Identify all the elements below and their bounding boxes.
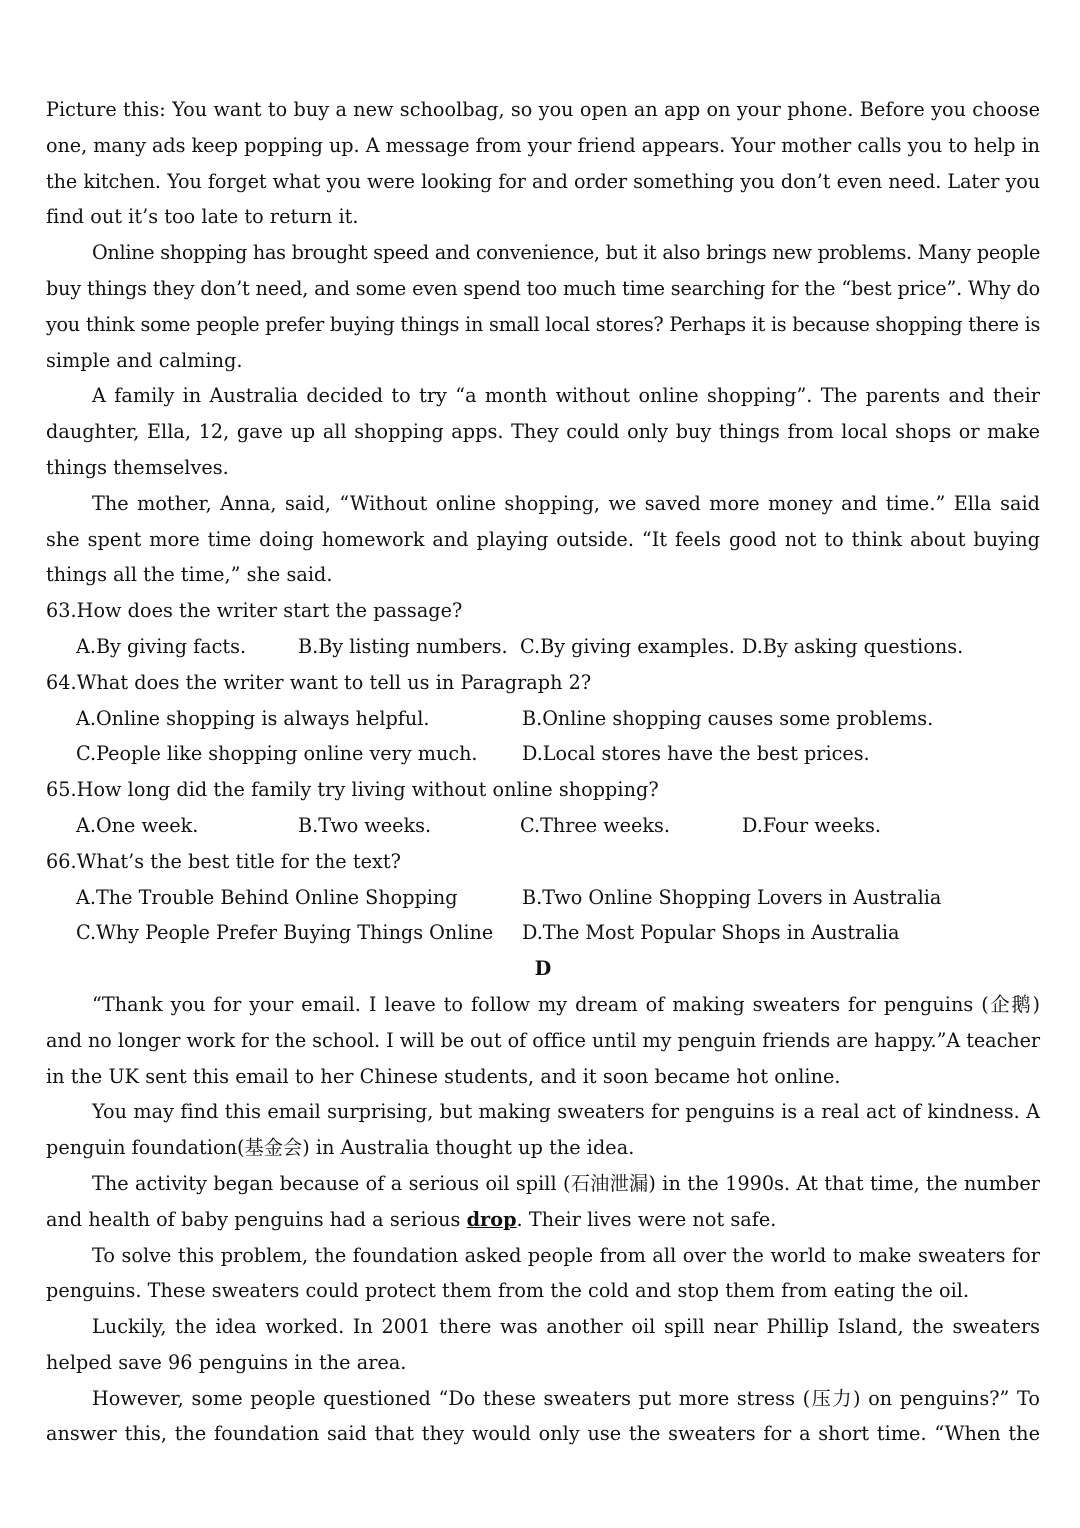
text-line: answer this, the foundation said that they would only use the sweaters for a short time. “When the [46, 1422, 1040, 1446]
text-line: Online shopping has brought speed and convenience, but it also brings new problems. Many people [92, 241, 1040, 265]
text-line [46, 1202, 1040, 1238]
text-line: The mother, Anna, said, “Without online shopping, we saved more money and time.” Ella said [92, 491, 1040, 515]
text-line: daughter, Ella, 12, gave up all shopping apps. They could only buy things from local shops or make [46, 420, 1040, 444]
option-a[interactable]: A.By giving facts. [76, 634, 247, 658]
option-b[interactable]: B.Online shopping causes some problems. [522, 706, 934, 730]
text-line: things all the time,” she said. [46, 563, 333, 587]
paragraph-c1 [46, 92, 1040, 235]
text-line: find out it’s too late to return it. [46, 205, 359, 229]
option-d[interactable]: D.The Most Popular Shops in Australia [522, 921, 900, 945]
paragraph-d6 [46, 1381, 1040, 1453]
text-line: helped save 96 penguins in the area. [46, 1350, 407, 1374]
paragraph-d4 [46, 1238, 1040, 1310]
text-line: “Thank you for your email. I leave to follow my dream of making sweaters for penguins (企鹅) [92, 992, 1040, 1016]
text-line: penguins. These sweaters could protect them from the cold and stop them from eating the oil. [46, 1279, 970, 1303]
question-65 [46, 772, 1040, 844]
option-c[interactable]: C.By giving examples. [520, 634, 735, 658]
option-a[interactable]: A.The Trouble Behind Online Shopping [76, 885, 458, 909]
question-63 [46, 593, 1040, 665]
text-segment: and health of baby penguins had a serious [46, 1207, 467, 1231]
text-line: things themselves. [46, 455, 229, 479]
option-c[interactable]: C.People like shopping online very much. [76, 742, 478, 766]
option-d[interactable]: D.Four weeks. [742, 813, 881, 837]
text-line: Picture this: You want to buy a new schoolbag, so you open an app on your phone. Before you choose [46, 98, 1040, 121]
option-row [46, 808, 1040, 844]
option-row [46, 880, 1040, 916]
text-line: However, some people questioned “Do these sweaters put more stress (压力) on penguins?” To [92, 1386, 1040, 1410]
option-b[interactable]: B.Two weeks. [298, 813, 432, 837]
option-row [46, 629, 1040, 665]
underlined-word: drop [466, 1207, 517, 1231]
text-line: Luckily, the idea worked. In 2001 there was another oil spill near Phillip Island, the sweaters [92, 1315, 1040, 1339]
text-line: she spent more time doing homework and playing outside. “It feels good not to think about buying [46, 527, 1040, 551]
question-66 [46, 844, 1040, 951]
passage-c [46, 92, 1040, 593]
text-line: in the UK sent this email to her Chinese students, and it soon became hot online. [46, 1064, 841, 1088]
paragraph-c4 [46, 486, 1040, 593]
paragraph-d3 [46, 1166, 1040, 1238]
question-64 [46, 665, 1040, 772]
text-line: you think some people prefer buying things in small local stores? Perhaps it is because shopping there is [46, 312, 1040, 336]
option-b[interactable]: B.By listing numbers. [298, 634, 508, 658]
paragraph-d2 [46, 1094, 1040, 1166]
paragraph-d1 [46, 987, 1040, 1094]
question-stem: 65.How long did the family try living without online shopping? [46, 778, 659, 802]
paragraph-c3 [46, 378, 1040, 485]
option-row [46, 915, 1040, 951]
text-line: and no longer work for the school. I will be out of office until my penguin friends are happy.”A teacher [46, 1028, 1040, 1052]
text-line: penguin foundation(基金会) in Australia thought up the idea. [46, 1136, 635, 1160]
option-row [46, 736, 1040, 772]
passage-d [46, 987, 1040, 1452]
option-d[interactable]: D.Local stores have the best prices. [522, 742, 870, 766]
paragraph-d5 [46, 1309, 1040, 1381]
text-line: To solve this problem, the foundation asked people from all over the world to make sweaters for [92, 1243, 1040, 1267]
text-line: buy things they don’t need, and some even spend too much time searching for the “best price”. Why do [46, 276, 1040, 300]
text-line: the kitchen. You forget what you were looking for and order something you don’t even need. Later you [46, 169, 1040, 193]
text-segment: . Their lives were not safe. [516, 1207, 777, 1231]
option-row [46, 701, 1040, 737]
text-line: The activity began because of a serious oil spill (石油泄漏) in the 1990s. At that time, the number [92, 1171, 1040, 1195]
text-line: A family in Australia decided to try “a month without online shopping”. The parents and their [92, 384, 1040, 408]
text-line: simple and calming. [46, 348, 243, 372]
option-a[interactable]: A.Online shopping is always helpful. [76, 706, 430, 730]
option-d[interactable]: D.By asking questions. [742, 634, 964, 658]
text-line: You may find this email surprising, but making sweaters for penguins is a real act of kindness. A [92, 1100, 1040, 1124]
option-c[interactable]: C.Why People Prefer Buying Things Online [76, 921, 494, 945]
option-c[interactable]: C.Three weeks. [520, 813, 670, 837]
text-line: one, many ads keep popping up. A message from your friend appears. Your mother calls you to help in [46, 133, 1040, 157]
option-a[interactable]: A.One week. [76, 813, 199, 837]
question-stem: 66.What’s the best title for the text? [46, 849, 401, 873]
option-b[interactable]: B.Two Online Shopping Lovers in Australia [522, 885, 942, 909]
question-stem: 64.What does the writer want to tell us in Paragraph 2? [46, 670, 592, 694]
question-stem: 63.How does the writer start the passage? [46, 599, 463, 623]
section-heading-d: D [534, 957, 552, 981]
paragraph-c2 [46, 235, 1040, 378]
